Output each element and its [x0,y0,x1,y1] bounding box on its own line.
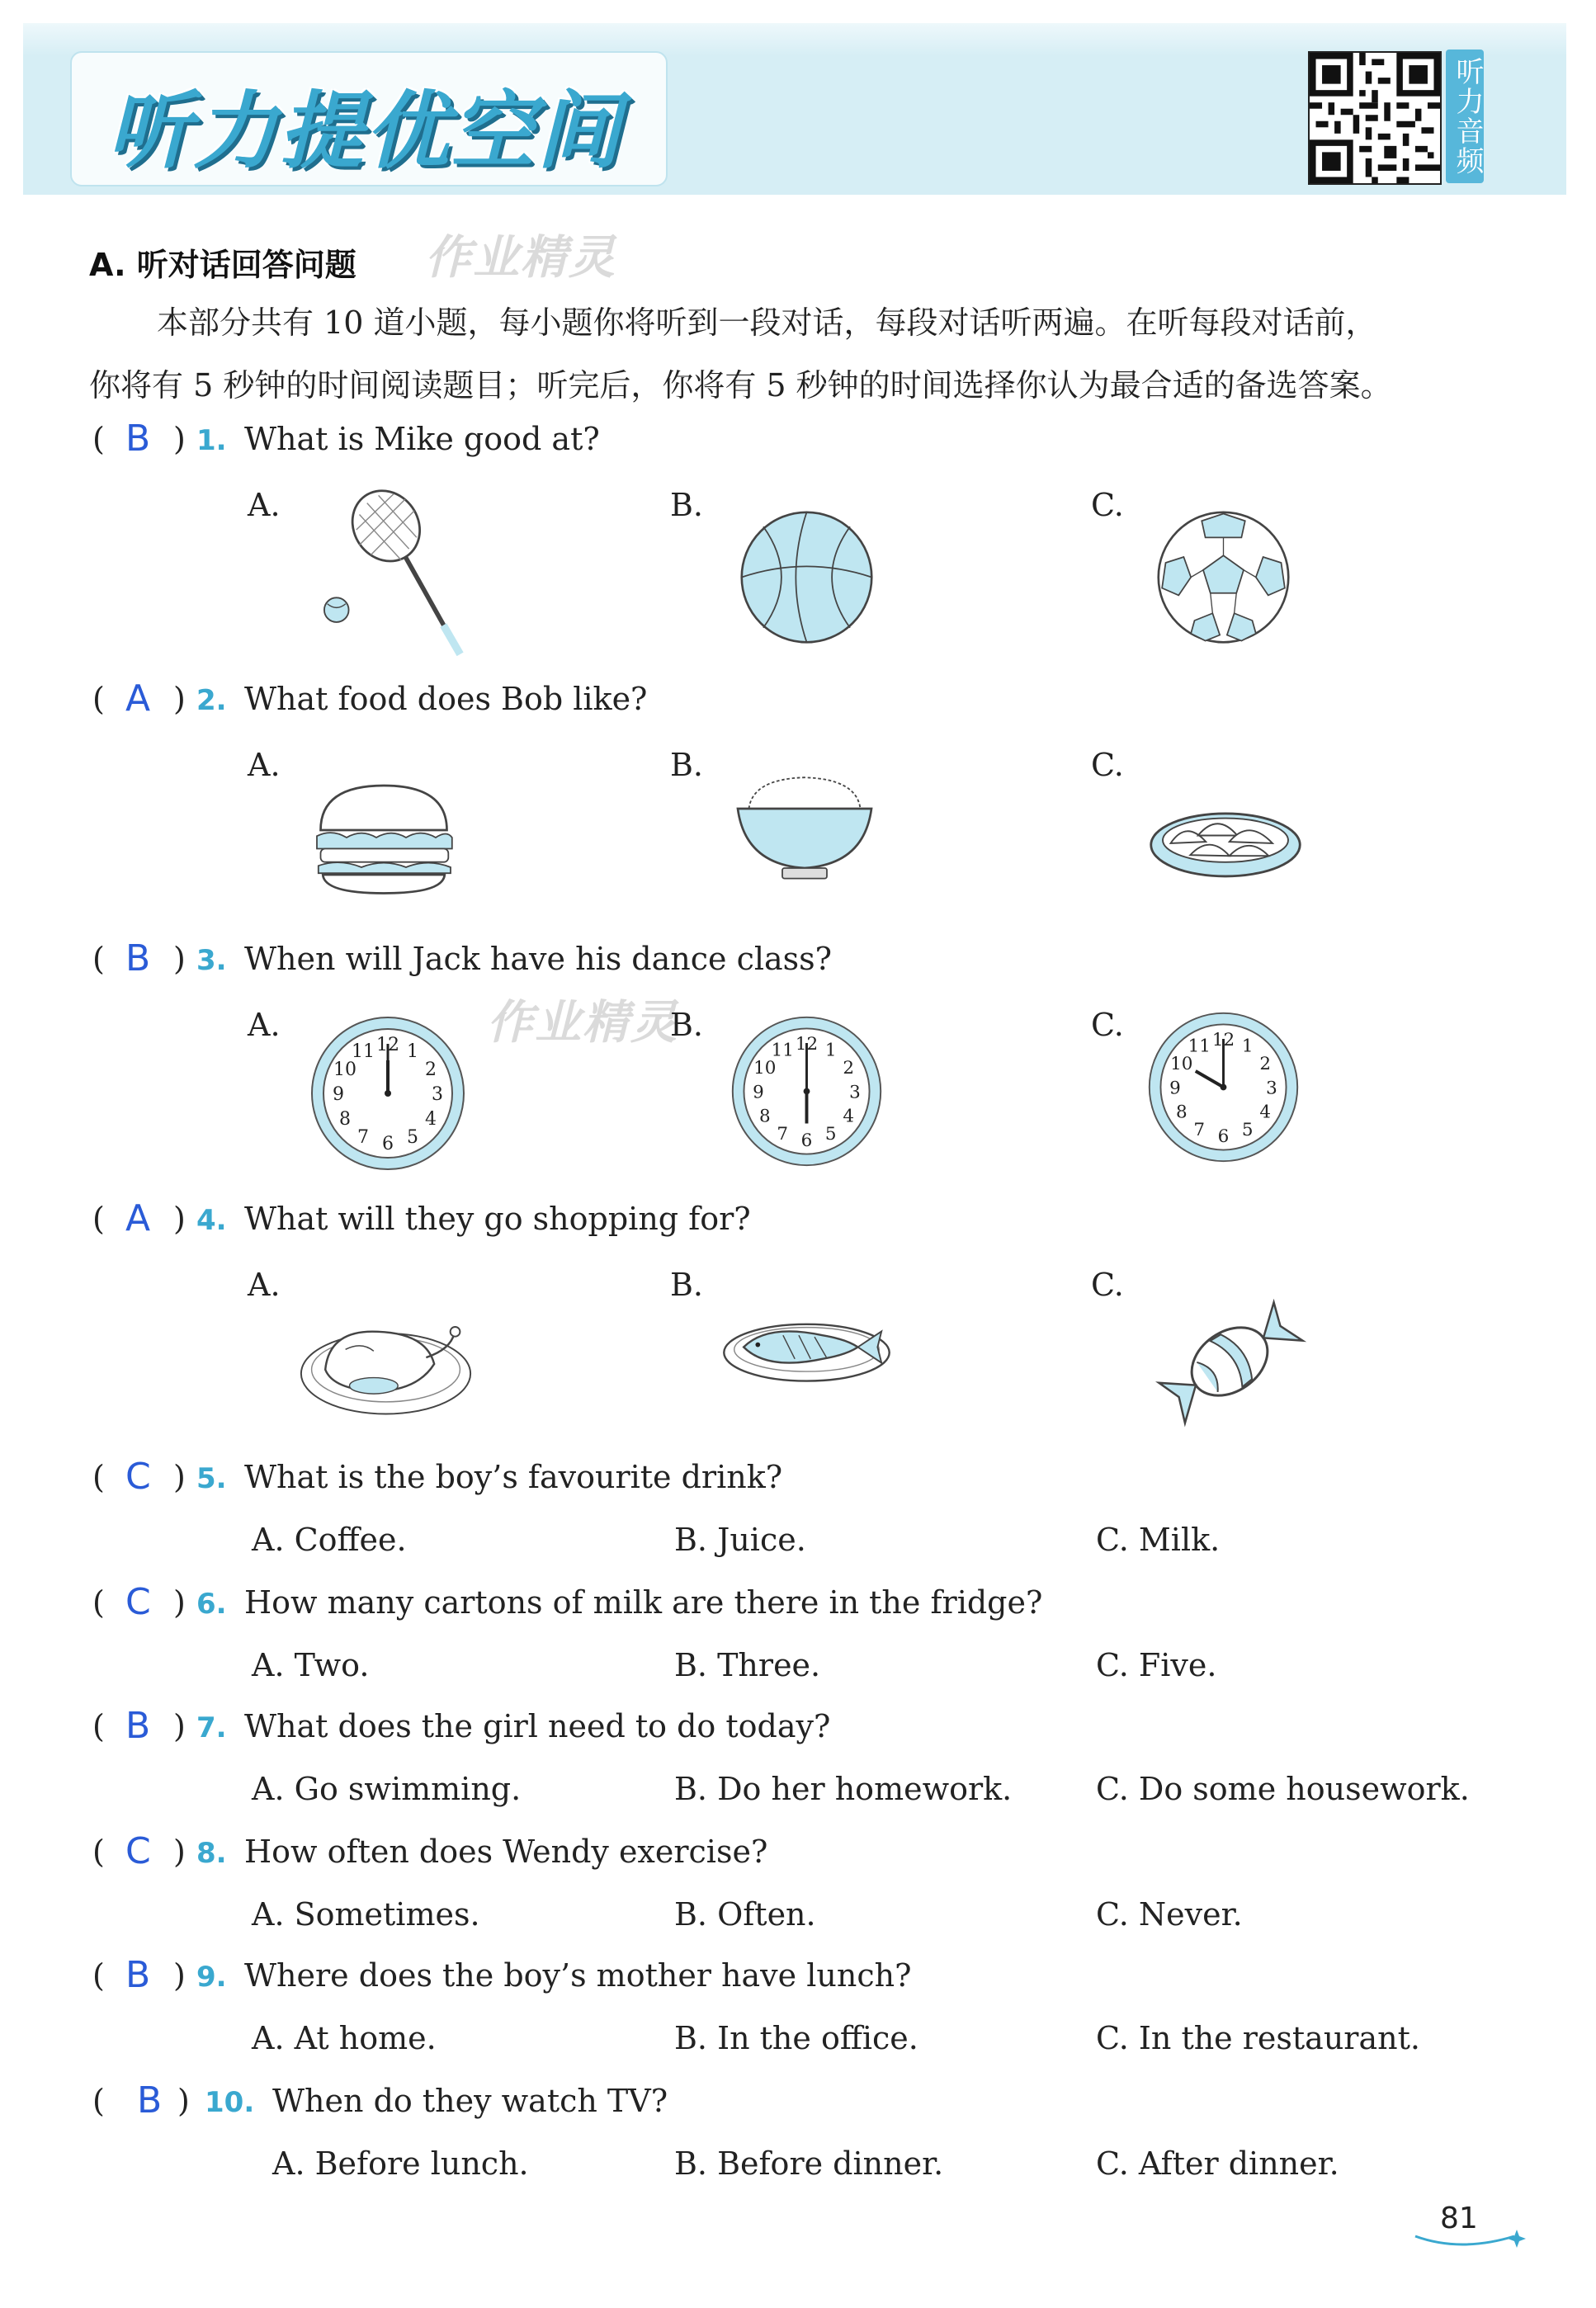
answer-paren-open: ( [92,1957,105,1994]
svg-text:10: 10 [1170,1054,1193,1075]
option-c[interactable]: C. Milk. [1096,1522,1221,1558]
candy-icon[interactable] [1143,1279,1316,1444]
answer-paren-close: ) [173,941,186,977]
qr-label: 听力音频 [1446,50,1484,183]
answer-paren-close: ) [173,1584,186,1621]
option-c[interactable]: C. [1091,1007,1124,1043]
question-number: 5. [196,1462,227,1495]
svg-text:10: 10 [333,1060,357,1080]
answer-paren-open: ( [92,421,105,457]
answer-paren-close: ) [173,421,186,457]
svg-text:3: 3 [432,1084,443,1105]
svg-text:4: 4 [1259,1102,1272,1123]
option-b[interactable]: B. [670,487,704,523]
basketball-icon[interactable] [734,505,879,649]
svg-text:12: 12 [795,1033,819,1055]
answer-mark[interactable]: B [125,1954,151,1996]
fish-plate-icon[interactable] [718,1304,895,1390]
svg-text:2: 2 [1259,1054,1272,1075]
question-text: How many cartons of milk are there in the fridge? [244,1584,1043,1621]
option-b[interactable]: B. [670,1267,704,1303]
option-b[interactable]: B. Often. [674,1896,816,1933]
svg-text:5: 5 [1241,1120,1254,1140]
option-a[interactable]: A. Two. [252,1647,370,1683]
answer-paren-open: ( [92,1834,105,1870]
svg-text:6: 6 [1217,1126,1230,1147]
question-number: 7. [196,1711,227,1744]
svg-text:1: 1 [824,1040,837,1061]
svg-text:9: 9 [753,1082,764,1103]
svg-text:1: 1 [407,1041,418,1062]
tennis-racket-icon[interactable] [314,487,466,664]
answer-mark[interactable]: A [125,677,151,720]
option-a[interactable]: A. Go swimming. [252,1771,522,1807]
option-a[interactable]: A. Sometimes. [252,1896,480,1933]
svg-text:4: 4 [843,1106,855,1127]
option-c[interactable]: C. Five. [1096,1647,1217,1683]
option-c[interactable]: C. [1091,1267,1124,1303]
question-number: 9. [196,1961,227,1994]
instructions-line-1: 本部分共有 10 道小题，每小题你将听到一段对话，每段对话听两遍。在听每段对话前， [157,304,1377,341]
answer-paren-open: ( [92,2083,105,2119]
svg-text:7: 7 [1193,1120,1206,1140]
answer-paren-close: ) [173,1708,186,1744]
answer-mark[interactable]: C [125,1456,151,1498]
soccer-ball-icon[interactable] [1151,505,1296,649]
answer-paren-open: ( [92,1584,105,1621]
question-number: 6. [196,1588,227,1621]
answer-paren-close: ) [173,1957,186,1994]
question-text: What will they go shopping for? [244,1201,751,1237]
question-text: When do they watch TV? [272,2083,668,2119]
svg-text:2: 2 [843,1058,855,1079]
answer-paren-open: ( [92,941,105,977]
question-text: What food does Bob like? [244,681,648,717]
page-number: 81 [1440,2202,1478,2235]
option-b[interactable]: B. Do her homework. [674,1771,1013,1807]
answer-mark[interactable]: A [125,1197,151,1239]
question-text: What is Mike good at? [244,421,600,457]
option-c[interactable]: C. After dinner. [1096,2145,1339,2182]
watermark: 作业精灵 [487,996,678,1050]
svg-text:5: 5 [824,1124,837,1145]
answer-paren-close: ) [173,681,186,717]
question-number: 10. [205,2086,255,2119]
roast-chicken-icon[interactable] [297,1300,475,1423]
question-number: 3. [196,944,227,977]
question-number: 8. [196,1837,227,1870]
question-text: How often does Wendy exercise? [244,1834,768,1870]
question-number: 4. [196,1204,227,1237]
svg-text:4: 4 [425,1109,437,1130]
option-b[interactable]: B. Three. [674,1647,821,1683]
option-c[interactable]: C. [1091,747,1124,783]
answer-paren-close: ) [173,1459,186,1495]
option-c[interactable]: C. In the restaurant. [1096,2020,1420,2056]
svg-text:9: 9 [1169,1078,1181,1099]
option-b[interactable]: B. Before dinner. [674,2145,944,2182]
svg-text:5: 5 [407,1127,418,1148]
svg-text:8: 8 [1175,1102,1188,1123]
svg-text:10: 10 [753,1058,777,1079]
instructions-line-2: 你将有 5 秒钟的时间阅读题目；听完后，你将有 5 秒钟的时间选择你认为最合适的备选答案。 [89,367,1392,404]
option-a[interactable]: A. [248,1007,281,1043]
svg-text:7: 7 [777,1124,789,1145]
answer-paren-close: ) [173,1834,186,1870]
option-a[interactable]: A. [248,747,281,783]
question-number: 1. [196,424,227,457]
rice-bowl-icon[interactable] [730,763,879,891]
option-b[interactable]: B. Juice. [674,1522,806,1558]
svg-text:12: 12 [376,1035,399,1055]
qr-code-icon[interactable] [1308,51,1442,185]
answer-mark[interactable]: C [125,1830,151,1872]
option-a[interactable]: A. Coffee. [252,1522,407,1558]
option-a[interactable]: A. [248,1267,281,1303]
option-a[interactable]: A. At home. [252,2020,437,2056]
question-text: What is the boy’s favourite drink? [244,1459,783,1495]
answer-paren-open: ( [92,1708,105,1744]
question-text: When will Jack have his dance class? [244,941,833,977]
svg-text:11: 11 [352,1041,375,1062]
answer-paren-open: ( [92,1201,105,1237]
option-a[interactable]: A. [248,487,281,523]
answer-paren-open: ( [92,1459,105,1495]
svg-text:3: 3 [1266,1078,1277,1099]
question-text: What does the girl need to do today? [244,1708,831,1744]
option-c[interactable]: C. Do some housework. [1096,1771,1470,1807]
svg-text:8: 8 [339,1109,351,1130]
answer-paren-open: ( [92,681,105,717]
clock-12-icon[interactable] [305,1011,470,1176]
svg-text:12: 12 [1211,1029,1235,1050]
svg-text:11: 11 [1188,1036,1211,1057]
option-b[interactable]: B. [670,1007,704,1043]
option-b[interactable]: B. In the office. [674,2020,918,2056]
option-b[interactable]: B. [670,747,704,783]
svg-text:8: 8 [758,1106,771,1127]
section-title: 听力提优空间 [107,83,622,181]
part-heading: A. 听对话回答问题 [89,247,357,283]
clock-6-icon[interactable] [726,1011,887,1172]
question-text: Where does the boy’s mother have lunch? [244,1957,912,1994]
svg-text:6: 6 [800,1130,813,1151]
svg-text:2: 2 [425,1060,437,1080]
option-c[interactable]: C. [1091,487,1124,523]
page-swoosh-icon [1411,2220,1527,2253]
svg-text:11: 11 [771,1040,794,1061]
svg-text:9: 9 [333,1084,344,1105]
answer-mark[interactable]: B [125,1705,151,1747]
option-a[interactable]: A. Before lunch. [272,2145,529,2182]
answer-mark[interactable]: B [125,418,151,460]
answer-paren-close: ) [173,1201,186,1237]
answer-mark[interactable]: B [125,937,151,979]
clock-10-icon[interactable] [1143,1007,1304,1168]
svg-text:6: 6 [382,1134,394,1154]
option-c[interactable]: C. Never. [1096,1896,1243,1933]
hamburger-icon[interactable] [309,776,458,899]
watermark: 作业精灵 [425,231,616,285]
svg-text:7: 7 [357,1127,369,1148]
question-number: 2. [196,684,227,717]
answer-paren-close: ) [177,2083,190,2119]
answer-mark[interactable]: C [125,1581,151,1623]
svg-text:3: 3 [849,1082,861,1103]
dumplings-icon[interactable] [1147,788,1304,883]
svg-text:1: 1 [1241,1036,1254,1057]
answer-mark[interactable]: B [137,2079,163,2122]
